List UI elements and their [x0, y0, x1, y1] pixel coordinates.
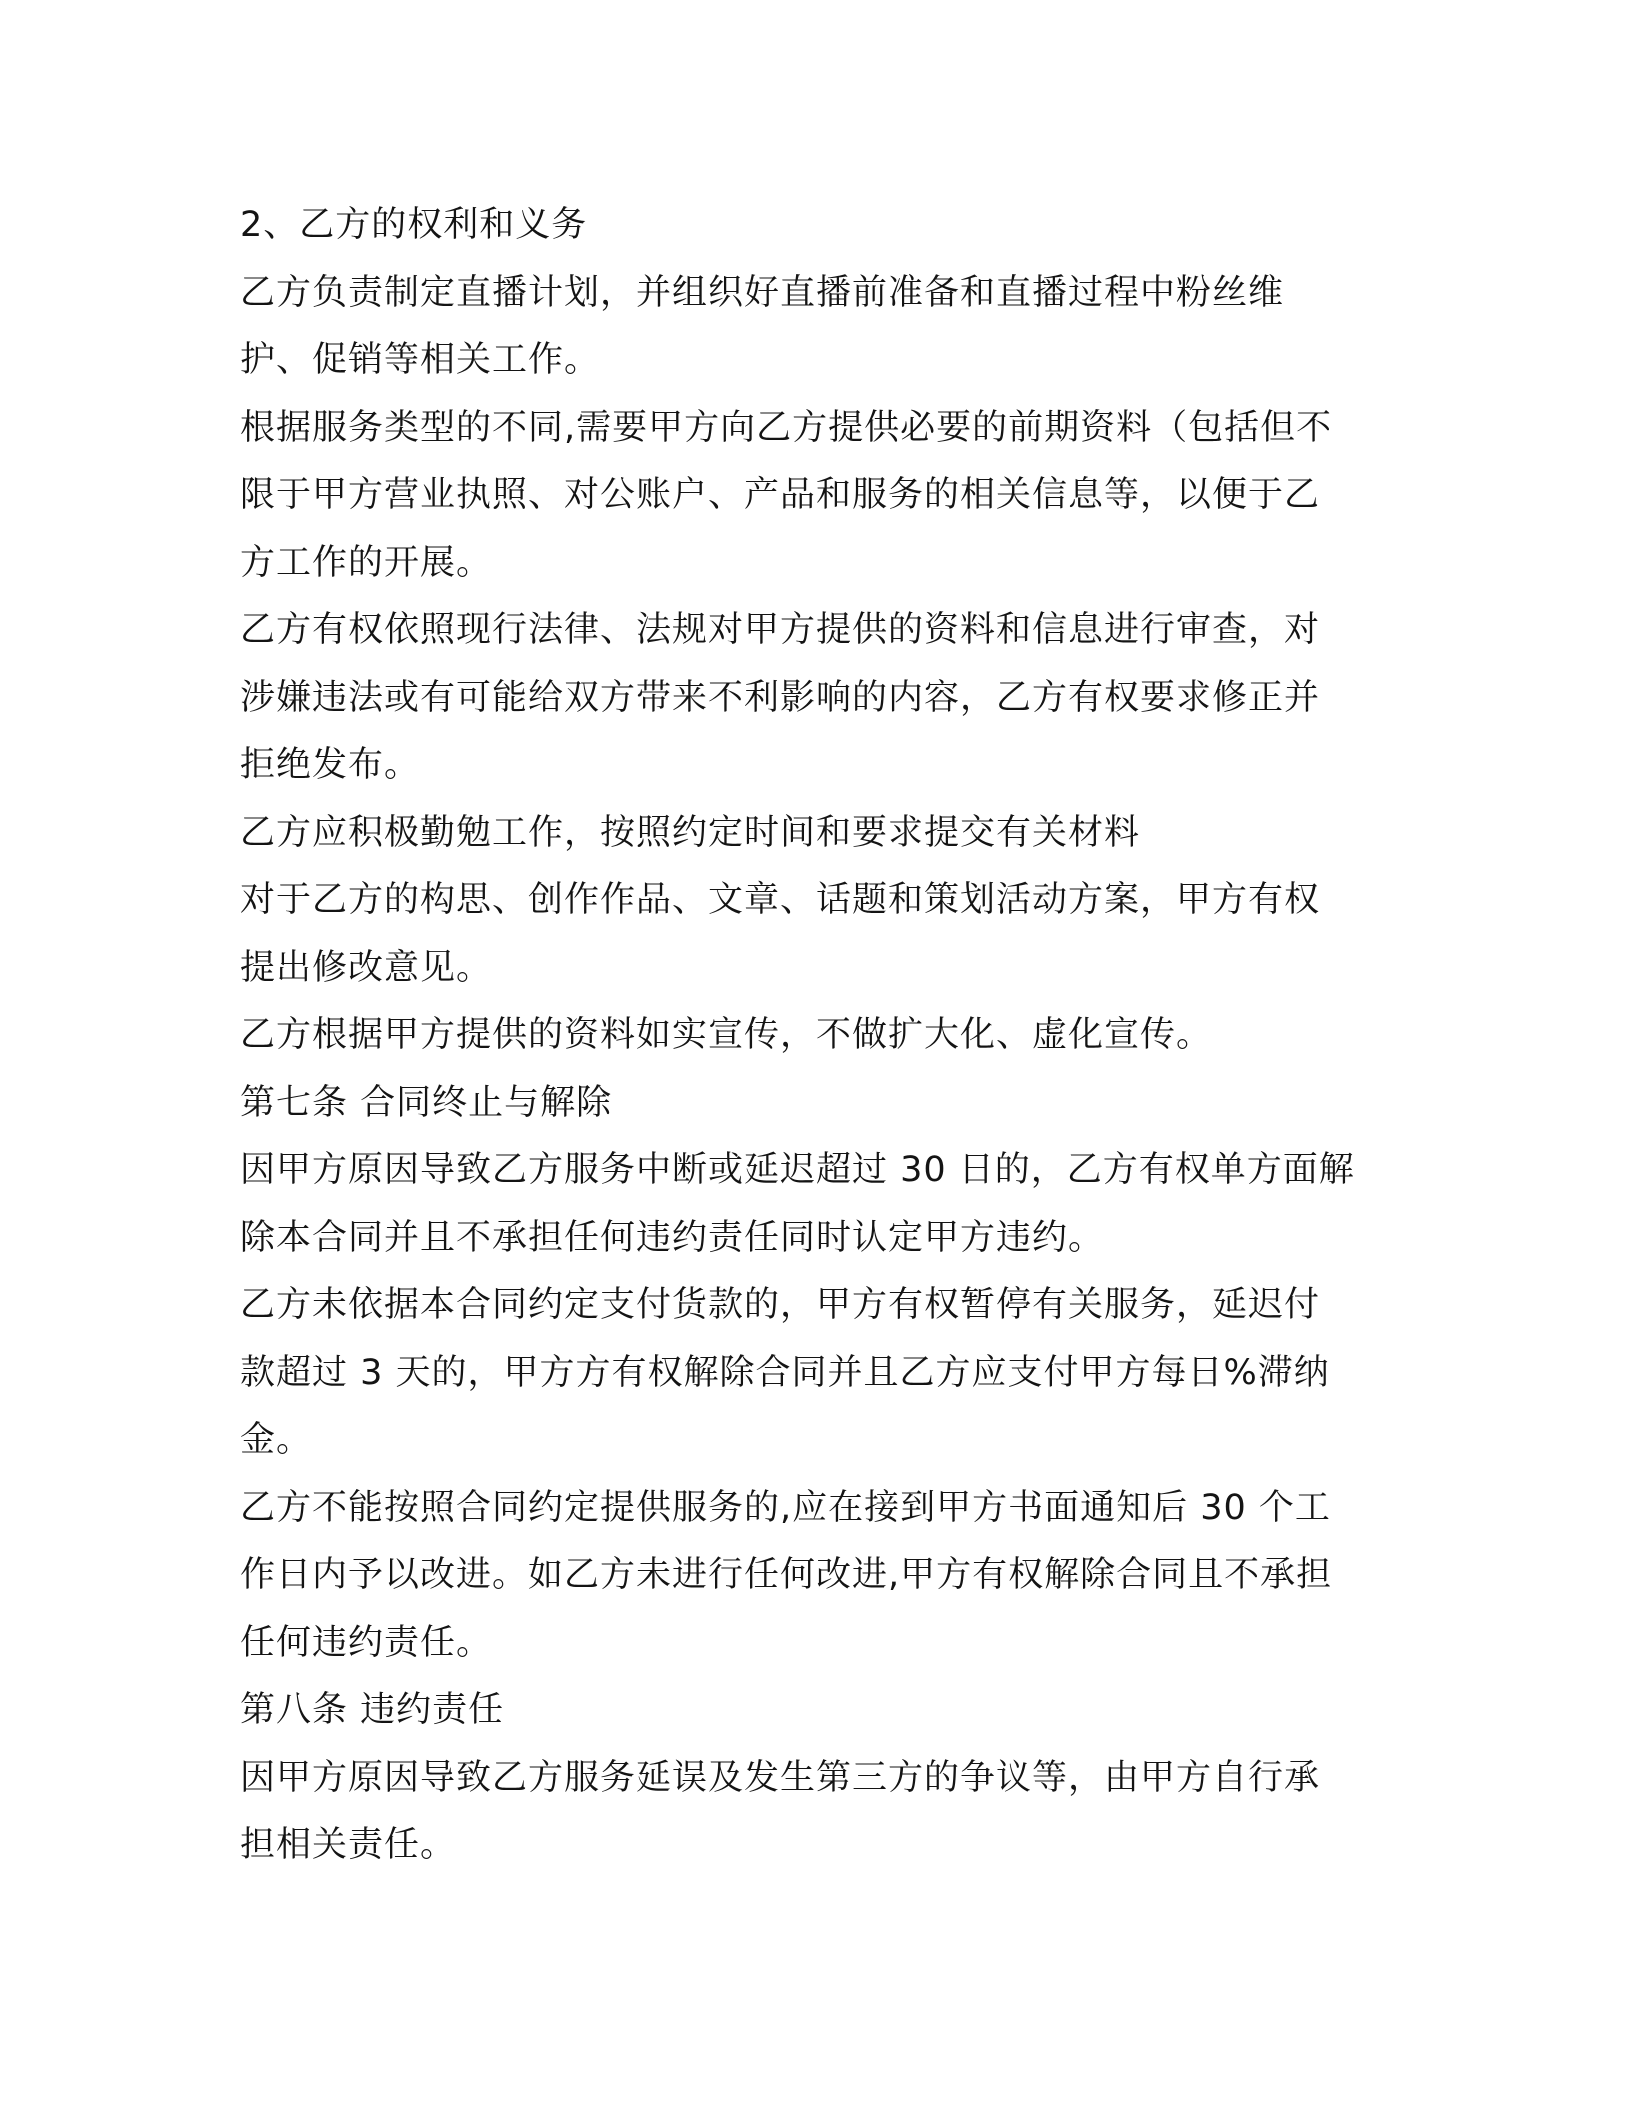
text-line: 乙方应积极勤勉工作，按照约定时间和要求提交有关材料 [240, 812, 1141, 853]
text-line: 乙方未依据本合同约定支付货款的，甲方有权暂停有关服务，延迟付 [240, 1285, 1321, 1325]
text-line: 拒绝发布。 [240, 745, 421, 785]
text-line: 乙方根据甲方提供的资料如实宣传，不做扩大化、虚化宣传。 [240, 1015, 1213, 1055]
section-heading: 2、乙方的权利和义务 [240, 205, 588, 245]
text-line: 乙方有权依照现行法律、法规对甲方提供的资料和信息进行审查，对 [240, 610, 1321, 650]
text-line: 提出修改意见。 [240, 947, 493, 988]
text-line: 护、促销等相关工作。 [240, 340, 601, 380]
text-line: 乙方负责制定直播计划，并组织好直播前准备和直播过程中粉丝维 [240, 272, 1285, 313]
article-heading: 第七条 合同终止与解除 [240, 1082, 613, 1123]
text-line: 乙方不能按照合同约定提供服务的,应在接到甲方书面通知后 30 个工 [240, 1487, 1331, 1528]
document-body [240, 192, 1400, 1880]
text-line: 限于甲方营业执照、对公账户、产品和服务的相关信息等，以便于乙 [240, 475, 1321, 515]
text-line: 款超过 3 天的，甲方方有权解除合同并且乙方应支付甲方每日%滞纳 [240, 1352, 1330, 1393]
text-line: 方工作的开展。 [240, 542, 493, 583]
text-line: 因甲方原因导致乙方服务延误及发生第三方的争议等，由甲方自行承 [240, 1757, 1321, 1798]
text-line: 根据服务类型的不同,需要甲方向乙方提供必要的前期资料（包括但不 [240, 407, 1333, 448]
text-line: 金。 [240, 1420, 313, 1460]
text-line: 作日内予以改进。如乙方未进行任何改进,甲方有权解除合同且不承担 [240, 1555, 1333, 1595]
text-line: 涉嫌违法或有可能给双方带来不利影响的内容，乙方有权要求修正并 [240, 677, 1321, 718]
article-heading: 第八条 违约责任 [240, 1690, 505, 1730]
text-line: 对于乙方的构思、创作作品、文章、话题和策划活动方案，甲方有权 [240, 880, 1321, 920]
text-line: 任何违约责任。 [240, 1622, 493, 1663]
text-line: 因甲方原因导致乙方服务中断或延迟超过 30 日的，乙方有权单方面解 [240, 1150, 1355, 1190]
text-line: 除本合同并且不承担任何违约责任同时认定甲方违约。 [240, 1217, 1105, 1258]
text-line: 担相关责任。 [240, 1825, 457, 1865]
